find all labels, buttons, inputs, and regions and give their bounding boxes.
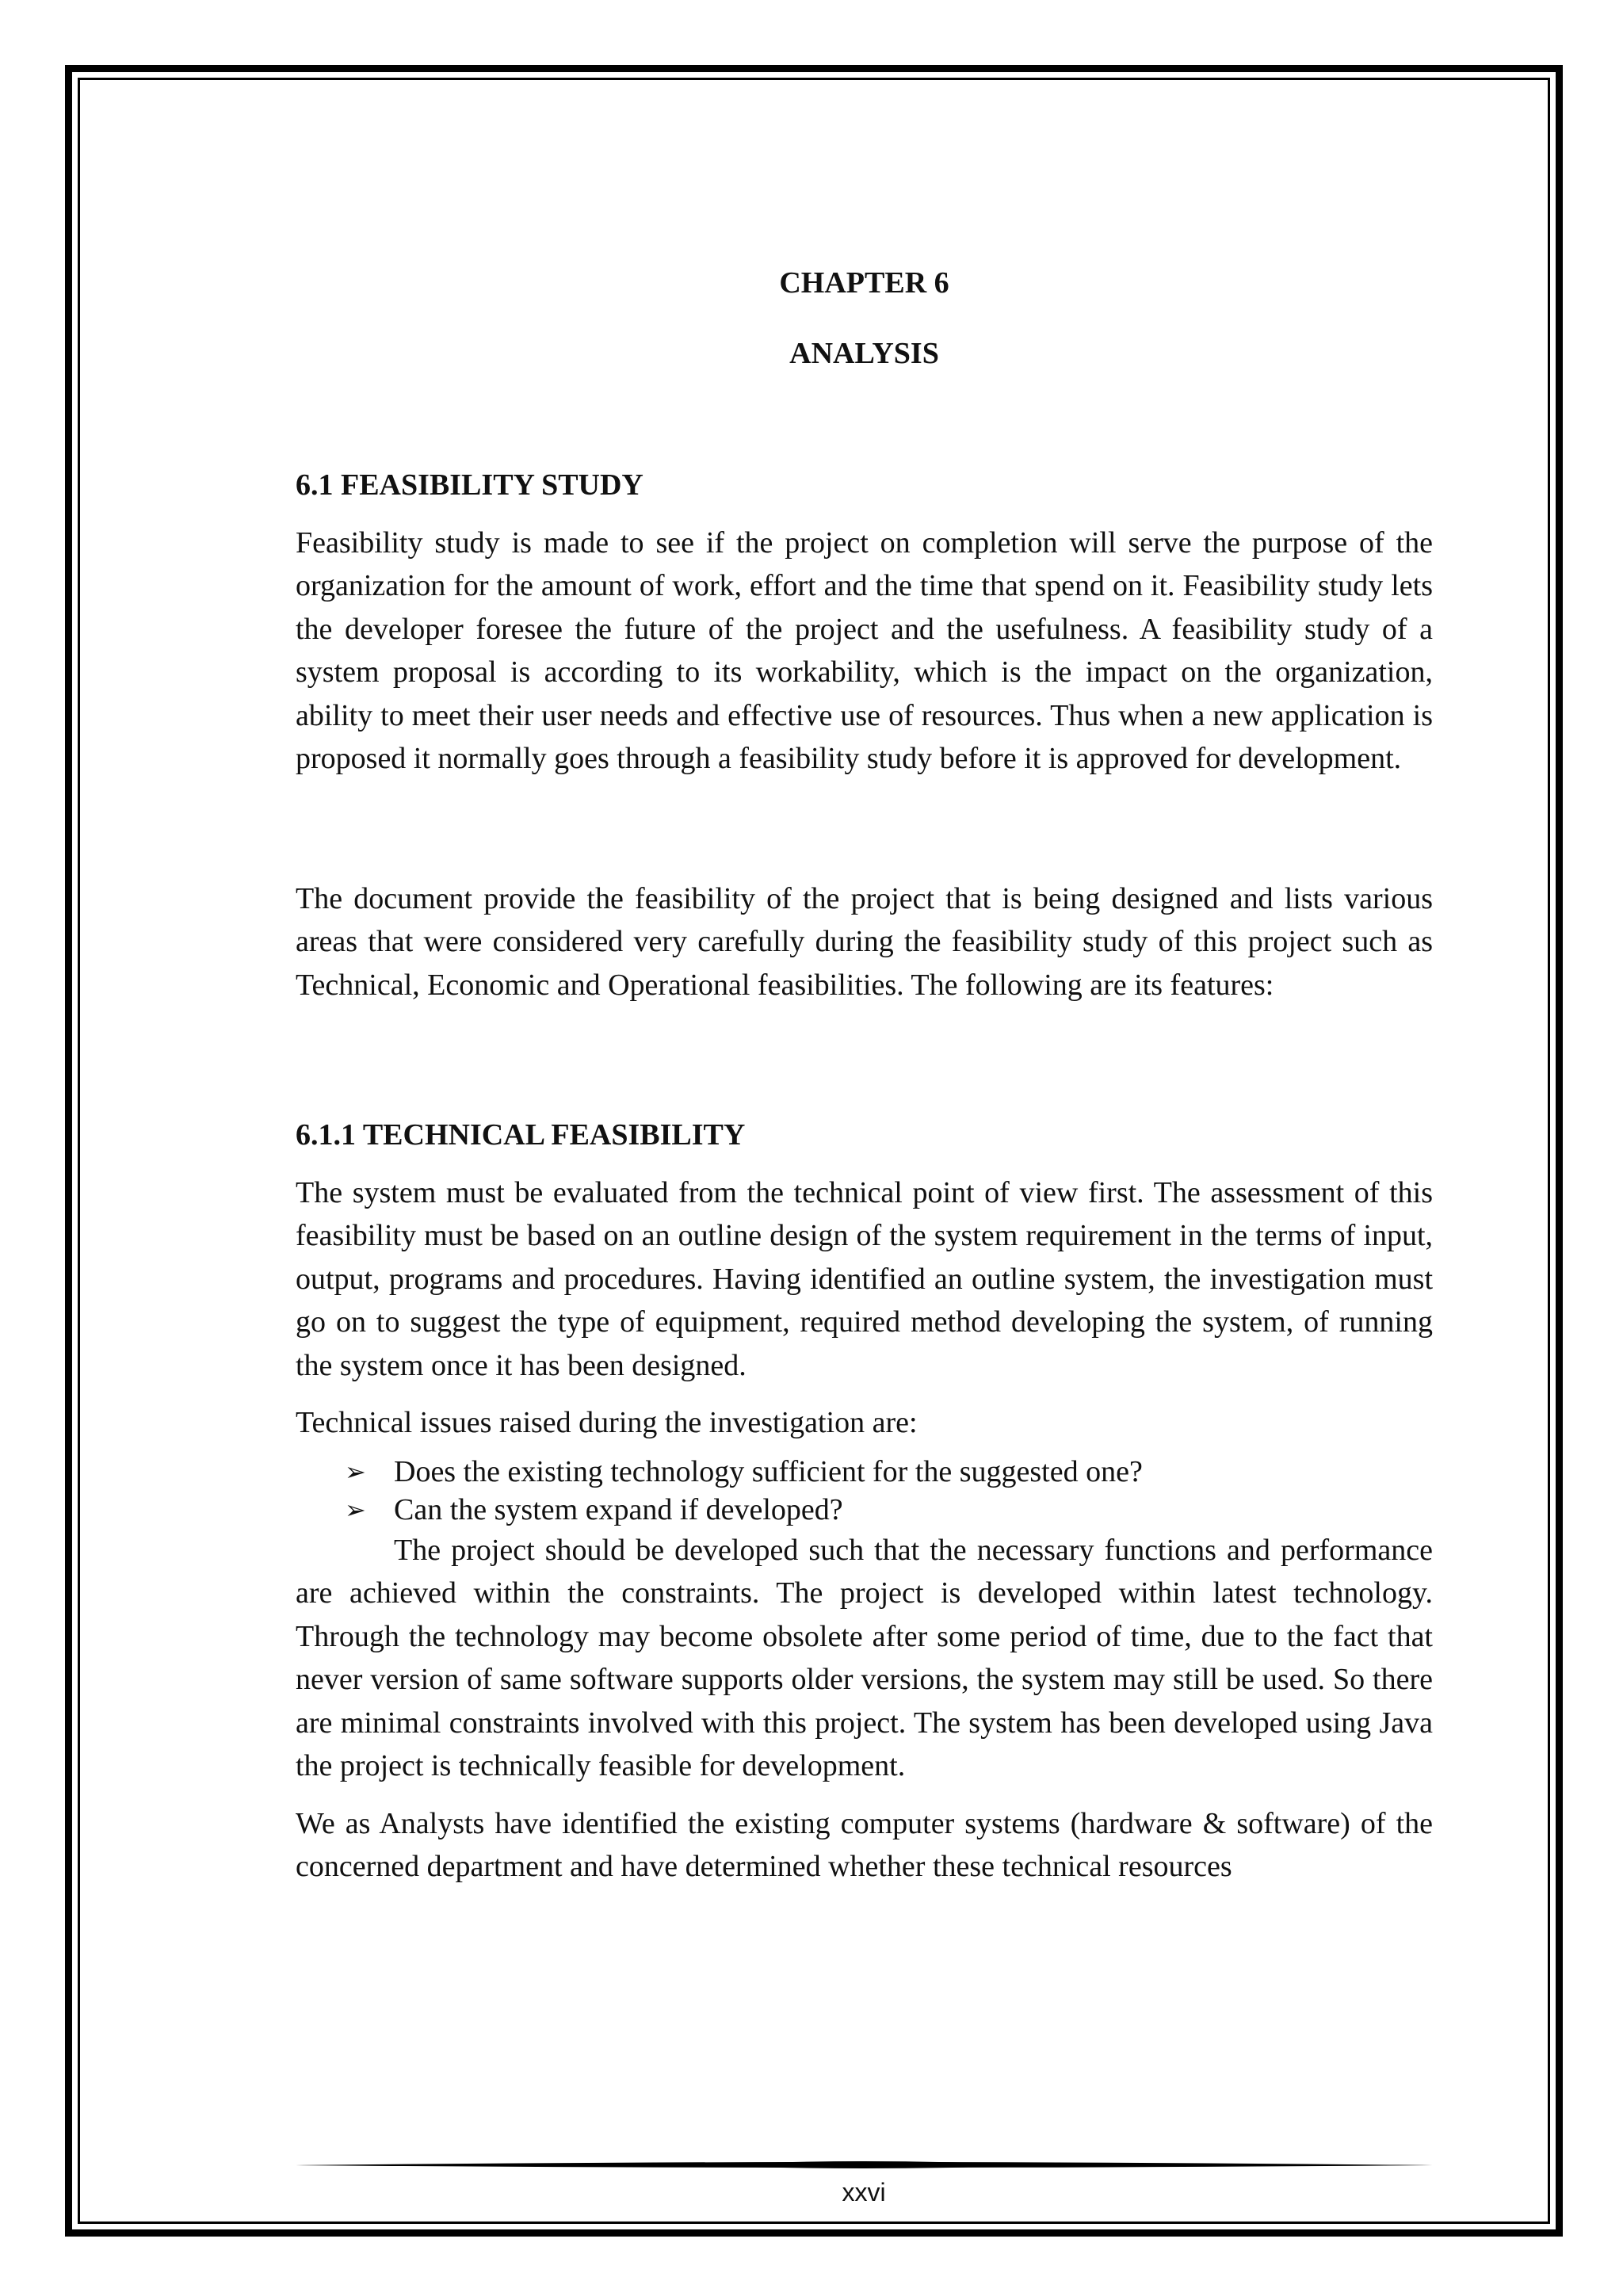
page-content: [296, 262, 1433, 1889]
section-heading-feasibility: 6.1 FEASIBILITY STUDY: [296, 468, 643, 502]
technical-issues-list: [296, 1453, 1433, 1529]
section-heading-technical: 6.1.1 TECHNICAL FEASIBILITY: [296, 1118, 746, 1152]
list-item-text: Does the existing technology sufficient for the suggested one?: [394, 1454, 1143, 1488]
technical-paragraph-1: The system must be evaluated from the technical point of view first. The assessment of this feasibility must be based on an outline design of the system requirement in the terms of input, output, programs and procedures. Having identified an outline system, the investigation must go on to suggest the type of equipment, required method developing the system, of running the system once it has been designed.: [296, 1175, 1433, 1382]
feasibility-paragraph-2: The document provide the feasibility of the project that is being designed and lists various areas that were considered very carefully during the feasibility study of this project such as Technical, Economic and Operational feasibilities. The following are its features:: [296, 881, 1433, 1002]
technical-paragraph-2: The project should be developed such that the necessary functions and performance are achieved within the constraints. The project is developed within latest technology. Through the technology may become obsolete after some period of time, due to the fact that never version of same software supports older versions, the system may still be used. So there are minimal constraints involved with this project. The system has been developed using Java the project is technically feasible for development.: [296, 1533, 1433, 1782]
chapter-title: ANALYSIS: [789, 336, 939, 370]
arrow-bullet-icon: ➢: [345, 1495, 366, 1524]
arrow-bullet-icon: ➢: [345, 1457, 366, 1486]
chapter-number: CHAPTER 6: [779, 266, 949, 300]
list-item: [345, 1453, 1433, 1491]
list-item-text: Can the system expand if developed?: [394, 1492, 843, 1526]
footer-divider: [296, 2157, 1433, 2173]
technical-paragraph-3: We as Analysts have identified the existing computer systems (hardware & software) of the concerned department and have determined whether these technical resources: [296, 1806, 1433, 1883]
technical-issues-intro: Technical issues raised during the investigation are:: [296, 1406, 918, 1439]
page-number: xxvi: [842, 2178, 886, 2206]
feasibility-paragraph-1: Feasibility study is made to see if the project on completion will serve the purpose of the organization for the amount of work, effort and the time that spend on it. Feasibility study lets the developer foresee the future of the project and the usefulness. A feasibility study of a system proposal is according to its workability, which is the impact on the organization, ability to meet their user needs and effective use of resources. Thus when a new application is proposed it normally goes through a feasibility study before it is approved for development.: [296, 525, 1433, 775]
list-item: [345, 1491, 1433, 1529]
